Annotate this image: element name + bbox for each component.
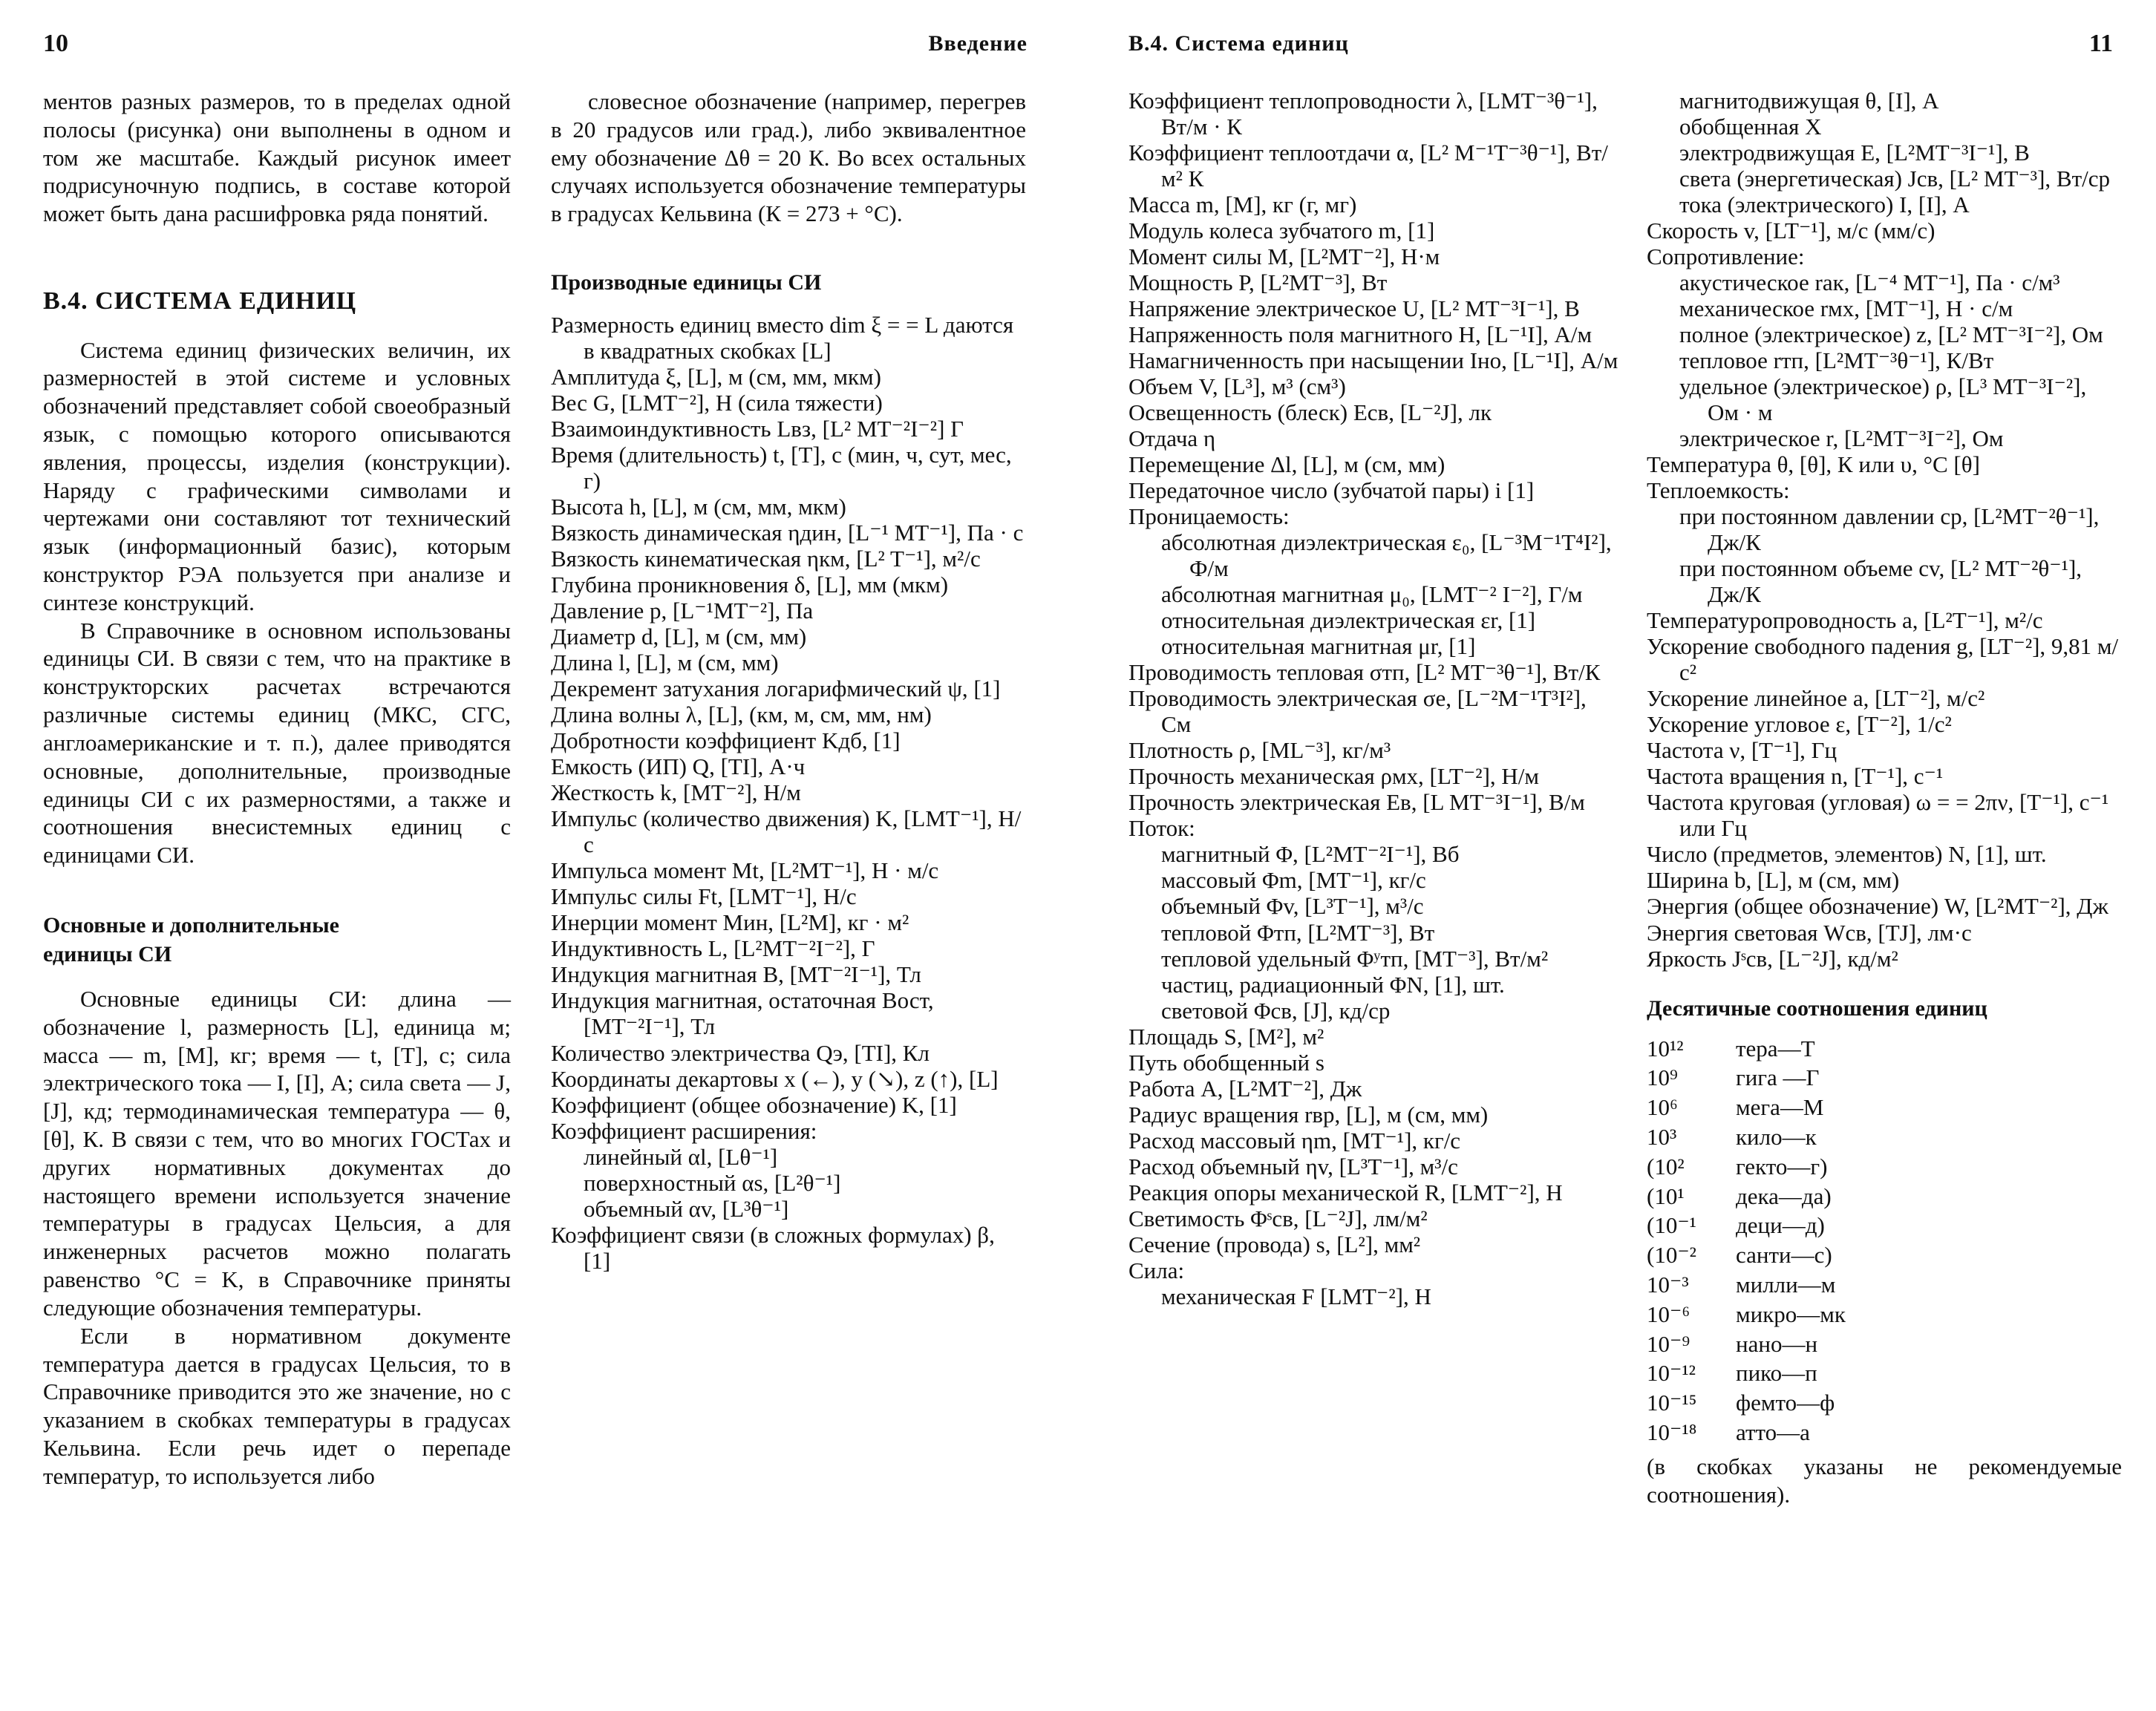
list-item: Декремент затухания логарифмический ψ, [1] [551, 675, 1001, 702]
list-item: механическое rмх, [MT⁻¹], Н · с/м [1679, 295, 2013, 322]
list-item: Сила: [1128, 1257, 1185, 1283]
list-item: электрическое r, [L²MT⁻³I⁻²], Ом [1679, 425, 2004, 452]
list-item: частиц, радиационный ΦN, [1], шт. [1161, 971, 1505, 998]
list-item: Сечение (провода) s, [L²], мм² [1128, 1231, 1421, 1257]
list-item: Емкость (ИП) Q, [TI], А·ч [551, 753, 806, 780]
list-item: Число (предметов, элементов) N, [1], шт. [1647, 841, 2047, 868]
list-item: полное (электрическое) z, [L² MT⁻³I⁻²], Ом [1679, 321, 2103, 348]
list-item: Частота ν, [T⁻¹], Гц [1647, 737, 1838, 764]
list-item: Индукция магнитная, остаточная Bост, [MT⁻²I⁻¹], Тл [551, 987, 934, 1040]
list-item: Поток: [1128, 815, 1195, 842]
list-item: Индуктивность L, [L²MT⁻²I⁻²], Г [551, 935, 875, 962]
list-item: Радиус вращения rвр, [L], м (см, мм) [1128, 1101, 1489, 1128]
running-head-left: Введение [928, 31, 1028, 56]
list-item: при постоянном давлении cp, [L²MT⁻²θ⁻¹], Дж/К [1679, 503, 2100, 556]
list-item: Импульс (количество движения) K, [LMT⁻¹], Н/с [551, 805, 1022, 858]
decimal-power: 10³ [1647, 1123, 1677, 1150]
right-page [1078, 0, 2156, 1711]
list-item: Прочность электрическая Eв, [L MT⁻³I⁻¹], В/м [1128, 789, 1585, 816]
list-item: Перемещение Δl, [L], м (см, мм) [1128, 451, 1446, 478]
running-head-right: В.4. Система единиц [1128, 31, 1349, 56]
paragraph: ментов разных размеров, то в пределах одной полосы (рисунка) они выполнены в одном и том же масштабе. Каждый рисунок имеет подрисуночную подпись, в составе которой может быть дана расшифровка ряда понятий. [43, 88, 511, 227]
decimal-prefix: фемто—ф [1736, 1390, 1835, 1416]
list-item: линейный αl, [Lθ⁻¹] [584, 1143, 778, 1170]
list-item: Коэффициент теплопроводности λ, [LMT⁻³θ⁻¹], Вт/м · К [1128, 88, 1598, 140]
page-number-left: 10 [43, 30, 68, 57]
list-item: абсолютная диэлектрическая ε₀, [L⁻³M⁻¹T⁴I²], Ф/м [1161, 529, 1612, 582]
list-item: Вес G, [LMT⁻²], Н (сила тяжести) [551, 390, 883, 416]
decimal-power: (10⁻¹ [1647, 1212, 1696, 1239]
right-column-1 [1128, 88, 1618, 1309]
list-item: Намагниченность при насыщении Iнo, [L⁻¹I], А/м [1128, 347, 1618, 374]
list-item: поверхностный αs, [L²θ⁻¹] [584, 1169, 841, 1196]
decimal-power: (10⁻² [1647, 1242, 1696, 1269]
decimal-prefix: санти—с) [1736, 1242, 1832, 1269]
list-item: Вязкость динамическая ηдин, [L⁻¹ MT⁻¹], Па · с [551, 520, 1024, 546]
decimal-power: 10¹² [1647, 1035, 1684, 1061]
decimal-power: 10⁻⁹ [1647, 1330, 1690, 1357]
list-item: Сопротивление: [1647, 243, 1805, 270]
list-item: Прочность механическая ρмх, [LT⁻²], Н/м [1128, 763, 1540, 790]
list-item: Добротности коэффициент Kдб, [1] [551, 727, 901, 754]
list-item: удельное (электрическое) ρ, [L³ MT⁻³I⁻²], Ом · м [1679, 373, 2087, 426]
right-column-2 [1647, 88, 2122, 1509]
decimal-power: 10⁻¹² [1647, 1360, 1696, 1387]
list-item: относительная магнитная μr, [1] [1161, 633, 1476, 660]
list-item: Длина волны λ, [L], (км, м, см, мм, нм) [551, 701, 932, 728]
list-item: Теплоемкость: [1647, 477, 1790, 504]
paragraph: Если в нормативном документе температура дается в градусах Цельсия, то в Справочнике приводится это же значение, но с указанием в скобках температуры в градусах Кельвина. Если речь идет о перепаде температур, то используется либо [43, 1322, 511, 1489]
list-item: Ширина b, [L], м (см, мм) [1647, 867, 1900, 894]
list-item: объемный Φv, [L³T⁻¹], м³/с [1161, 893, 1424, 920]
list-item: Расход массовый ηm, [MT⁻¹], кг/с [1128, 1127, 1461, 1154]
paragraph: Система единиц физических величин, их размерностей в этой системе и условных обозначений представляет собой своеобразный язык, с помощью которого описываются явления, процессы, изделия (конструкции). Наряду с графическими символами и чертежами они составляют тот технический язык (информационный базис), которым конструктор РЭА пользуется при анализе и синтезе конструкций. [43, 336, 511, 615]
decimal-prefix: деци—д) [1736, 1212, 1825, 1239]
list-item: Яркость Jˢсв, [L⁻²J], кд/м² [1647, 945, 1898, 972]
list-item: тепловое rтп, [L²MT⁻³θ⁻¹], К/Вт [1679, 347, 1994, 374]
list-item: Момент силы M, [L²MT⁻²], Н·м [1128, 243, 1440, 270]
list-item: относительная диэлектрическая εr, [1] [1161, 607, 1536, 634]
decimal-prefix: гига —Г [1736, 1064, 1820, 1091]
list-item: Реакция опоры механической R, [LMT⁻²], Н [1128, 1179, 1563, 1205]
list-item: Проницаемость: [1128, 503, 1290, 530]
list-item: Мощность P, [L²MT⁻³], Вт [1128, 269, 1388, 296]
list-item: Коэффициент расширения: [551, 1117, 817, 1144]
decimal-prefix: тера—Т [1736, 1035, 1815, 1061]
decimal-power: 10⁻³ [1647, 1272, 1689, 1298]
list-item: Передаточное число (зубчатой пары) i [1] [1128, 477, 1535, 504]
decimal-prefix: дека—да) [1736, 1182, 1832, 1209]
list-item: Температура θ, [θ], К или υ, °С [θ] [1647, 451, 1980, 478]
list-item: Площадь S, [M²], м² [1128, 1023, 1324, 1050]
decimal-power: 10⁶ [1647, 1094, 1678, 1121]
list-item: Энергия (общее обозначение) W, [L²MT⁻²], Дж [1647, 893, 2108, 920]
list-item: магнитодвижущая θ, [I], А [1679, 88, 1939, 114]
list-item: тепловой Φтп, [L²MT⁻³], Вт [1161, 919, 1435, 946]
unit-list [1647, 88, 2122, 972]
list-item: массовый Φm, [MT⁻¹], кг/с [1161, 867, 1426, 894]
list-item: Работа A, [L²MT⁻²], Дж [1128, 1075, 1362, 1102]
list-item: Проводимость электрическая σe, [L⁻²M⁻¹T³I²], См [1128, 685, 1587, 738]
list-item: Светимость Φˢсв, [L⁻²J], лм/м² [1128, 1205, 1428, 1231]
decimal-prefix: микро—мк [1736, 1301, 1846, 1327]
list-item: Масса m, [M], кг (г, мг) [1128, 192, 1357, 218]
paragraph: словесное обозначение (например, перегрев в 20 градусов или град.), либо эквивалентное ему обозначение Δθ = 20 К. Во всех остальных случаях используется обозначение температуры в градусах Кельвина (К = 273 + °С). [551, 88, 1026, 227]
list-item: Индукция магнитная B, [MT⁻²I⁻¹], Тл [551, 961, 921, 988]
list-item: Расход объемный ηv, [L³T⁻¹], м³/с [1128, 1153, 1458, 1180]
list-item: Координаты декартовы x (←), y (↘), z (↑), [L] [551, 1065, 999, 1092]
list-item: обобщенная X [1679, 114, 1822, 140]
list-item: тока (электрического) I, [I], А [1679, 192, 1970, 218]
decimal-power: (10² [1647, 1153, 1685, 1180]
decimal-prefix: пико—п [1736, 1360, 1817, 1387]
list-item: Коэффициент теплоотдачи α, [L² M⁻¹T⁻³θ⁻¹], Вт/м² К [1128, 140, 1608, 192]
decimal-prefix: нано—н [1736, 1330, 1818, 1357]
list-item: Инерции момент Mин, [L²M], кг · м² [551, 909, 909, 936]
list-item: Импульс силы Ft, [LMT⁻¹], Н/с [551, 883, 857, 910]
decimal-prefix: атто—а [1736, 1419, 1810, 1446]
section-heading: В.4. СИСТЕМА ЕДИНИЦ [43, 287, 357, 315]
list-item: Проводимость тепловая σтп, [L² MT⁻³θ⁻¹], Вт/К [1128, 659, 1601, 686]
list-item: магнитный Φ, [L²MT⁻²I⁻¹], Вб [1161, 841, 1460, 868]
decimal-prefix: кило—к [1736, 1123, 1817, 1150]
list-item: Скорость v, [LT⁻¹], м/с (мм/с) [1647, 217, 1936, 244]
list-item: Отдача η [1128, 425, 1216, 452]
subsection-heading: Основные и дополнительные единицы СИ [43, 912, 339, 966]
left-column-1 [43, 88, 511, 1491]
list-item: Размерность единиц вместо dim ξ = = L даются в квадратных скобках [L] [551, 312, 1014, 364]
decimal-prefix: милли—м [1736, 1272, 1836, 1298]
decimal-note: (в скобках указаны не рекомендуемые соотношения). [1647, 1453, 2122, 1508]
list-item: Импульса момент Mt, [L²MT⁻¹], Н · м/с [551, 857, 939, 884]
list-item: Плотность ρ, [ML⁻³], кг/м³ [1128, 737, 1391, 764]
list-item: Частота круговая (угловая) ω = = 2πν, [T⁻¹], с⁻¹ или Гц [1647, 789, 2109, 842]
decimal-prefix: мега—М [1736, 1094, 1824, 1121]
decimal-power: 10⁹ [1647, 1064, 1678, 1091]
list-item: тепловой удельный Φʸтп, [MT⁻³], Вт/м² [1161, 945, 1549, 972]
page-number-right: 11 [2088, 30, 2113, 57]
list-item: акустическое rак, [L⁻⁴ MT⁻¹], Па · с/м³ [1679, 269, 2060, 296]
list-item: Диаметр d, [L], м (см, мм) [551, 624, 807, 650]
list-item: электродвижущая E, [L²MT⁻³I⁻¹], В [1679, 140, 2030, 166]
list-item: Длина l, [L], м (см, мм) [551, 650, 779, 676]
list-item: Частота вращения n, [T⁻¹], с⁻¹ [1647, 763, 1944, 790]
list-item: Температуропроводность a, [L²T⁻¹], м²/с [1647, 607, 2043, 634]
decimal-heading: Десятичные соотношения единиц [1647, 995, 1987, 1021]
list-item: Объем V, [L³], м³ (см³) [1128, 373, 1346, 400]
list-item: Модуль колеса зубчатого m, [1] [1128, 217, 1435, 244]
list-item: Количество электричества Qэ, [TI], Кл [551, 1039, 930, 1066]
list-item: Глубина проникновения δ, [L], мм (мкм) [551, 572, 949, 598]
list-item: Коэффициент связи (в сложных формулах) β, [1] [551, 1221, 995, 1274]
list-item: Ускорение угловое ε, [T⁻²], 1/с² [1647, 711, 1952, 738]
list-item: света (энергетическая) Jсв, [L² MT⁻³], Вт/ср [1679, 166, 2110, 192]
decimal-power: (10¹ [1647, 1182, 1685, 1209]
list-item: Время (длительность) t, [T], с (мин, ч, сут, мес, г) [551, 442, 1012, 494]
subsection-heading: Производные единицы СИ [551, 270, 822, 295]
list-item: Освещенность (блеск) Eсв, [L⁻²J], лк [1128, 399, 1492, 426]
list-item: при постоянном объеме cv, [L² MT⁻²θ⁻¹], Дж/К [1679, 555, 2082, 608]
list-item: световой Φсв, [J], кд/ср [1161, 997, 1391, 1024]
decimal-prefix: гекто—г) [1736, 1153, 1828, 1180]
list-item: механическая F [LMT⁻²], Н [1161, 1283, 1431, 1309]
decimal-power: 10⁻⁶ [1647, 1301, 1690, 1327]
list-item: объемный αv, [L³θ⁻¹] [584, 1195, 789, 1222]
list-item: Ускорение линейное a, [LT⁻²], м/с² [1647, 685, 1985, 712]
list-item: Вязкость кинематическая ηкм, [L² T⁻¹], м²/с [551, 546, 981, 572]
list-item: Энергия световая Wсв, [TJ], лм·с [1647, 919, 1972, 946]
list-item: Коэффициент (общее обозначение) K, [1] [551, 1091, 957, 1118]
list-item: Амплитуда ξ, [L], м (см, мм, мкм) [551, 364, 881, 390]
list-item: Высота h, [L], м (см, мм, мкм) [551, 494, 846, 520]
list-item: Ускорение свободного падения g, [LT⁻²], 9,81 м/с² [1647, 633, 2119, 686]
decimal-table [1647, 1035, 2122, 1447]
decimal-power: 10⁻¹⁸ [1647, 1419, 1697, 1446]
list-item: абсолютная магнитная μ₀, [LMT⁻² I⁻²], Г/м [1161, 581, 1583, 608]
list-item: Путь обобщенный s [1128, 1049, 1324, 1076]
list-item: Давление p, [L⁻¹MT⁻²], Па [551, 598, 814, 624]
unit-list [551, 312, 1026, 1274]
paragraph: В Справочнике в основном использованы единицы СИ. В связи с тем, что на практике в конструкторских расчетах встречаются различные системы единиц (МКС, СГС, англоамериканские и т. п.), далее приводятся основные, дополнительные, производные единицы СИ с их размерностями, а также и соотношения внесистемных единиц с единицами СИ. [43, 617, 511, 868]
decimal-power: 10⁻¹⁵ [1647, 1390, 1697, 1416]
paragraph: Основные единицы СИ: длина — обозначение l, размерность [L], единица м; масса — m, [M], кг; время — t, [T], с; сила электрического тока — I, [I], А; сила света — J, [J], кд; термодинамическая температура — θ, [θ], К. В связи с тем, что во многих ГОСТах и других нормативных документах до настоящего времени используется значение температуры в градусах Цельсия, а для инженерных расчетов можно полагать равенство °C = K, в Справочнике приняты следующие обозначения температуры. [43, 985, 511, 1321]
left-column-2 [551, 88, 1026, 1274]
unit-list [1128, 88, 1618, 1309]
list-item: Напряженность поля магнитного H, [L⁻¹I], А/м [1128, 321, 1592, 348]
list-item: Напряжение электрическое U, [L² MT⁻³I⁻¹], В [1128, 295, 1580, 322]
list-item: Взаимоиндуктивность Lвз, [L² MT⁻²I⁻²] Г [551, 416, 964, 442]
list-item: Жесткость k, [MT⁻²], Н/м [551, 779, 801, 806]
